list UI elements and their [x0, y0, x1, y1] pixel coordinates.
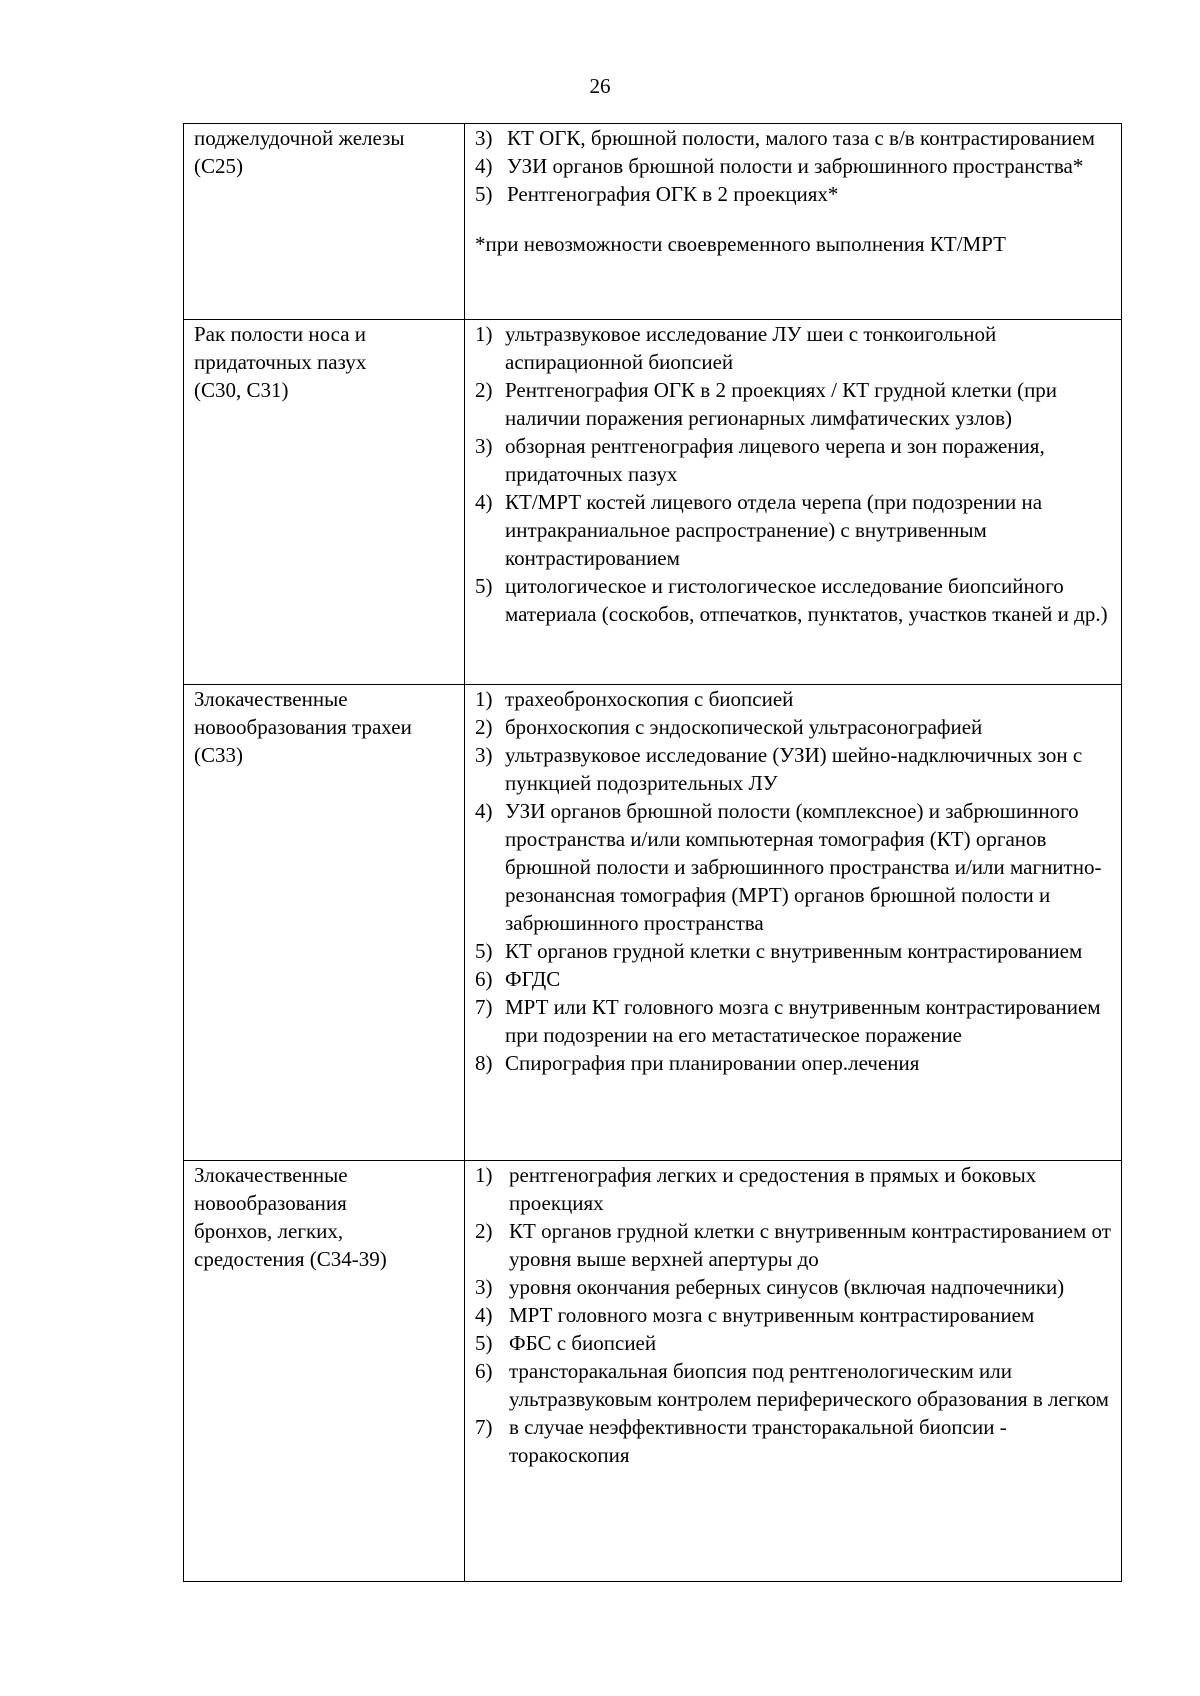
table-row	[184, 320, 1122, 685]
list-item	[475, 572, 1115, 628]
examinations-cell	[465, 1161, 1122, 1582]
item-text: МРТ или КТ головного мозга с внутривенным контрастированием при подозрении на его метастатическое поражение	[505, 995, 1101, 1047]
list-item	[475, 1357, 1115, 1413]
list-item	[475, 797, 1115, 937]
item-text: уровня окончания реберных синусов (включая надпочечники)	[509, 1275, 1065, 1299]
item-number: 3)	[475, 1275, 493, 1299]
examination-list	[475, 124, 1115, 208]
item-number: 1)	[475, 687, 493, 711]
item-number: 4)	[475, 1303, 493, 1327]
item-text: Спирография при планировании опер.лечения	[505, 1051, 920, 1075]
item-number: 1)	[475, 1163, 493, 1187]
examination-list	[475, 685, 1115, 1077]
item-number: 1)	[475, 322, 493, 346]
examinations-cell	[465, 124, 1122, 320]
diagnosis-cell	[184, 320, 465, 685]
list-item	[475, 180, 1115, 208]
list-item	[475, 1329, 1115, 1357]
item-number: 6)	[475, 1359, 493, 1383]
item-text: КТ ОГК, брюшной полости, малого таза с в/в контрастированием	[507, 126, 1095, 150]
list-item	[475, 432, 1115, 488]
item-text: ФГДС	[505, 967, 561, 991]
item-text: рентгенография легких и средостения в прямых и боковых проекциях	[509, 1163, 1037, 1215]
item-text: обзорная рентгенография лицевого черепа и зон поражения, придаточных пазух	[505, 434, 1045, 486]
item-number: 5)	[475, 939, 493, 963]
list-item	[475, 1217, 1115, 1273]
item-text: Рентгенография ОГК в 2 проекциях / КТ грудной клетки (при наличии поражения регионарных лимфатических узлов)	[505, 378, 1058, 430]
diagnosis-cell	[184, 124, 465, 320]
list-item	[475, 1273, 1115, 1301]
item-number: 7)	[475, 1415, 493, 1439]
examination-list	[475, 320, 1115, 628]
list-item	[475, 488, 1115, 572]
diagnosis-text: Злокачественные новообразования бронхов, легких, средостения (С34-39)	[194, 1163, 387, 1271]
examinations-cell	[465, 320, 1122, 685]
diagnosis-text: Злокачественные новообразования трахеи (С33)	[194, 687, 412, 767]
item-number: 2)	[475, 378, 493, 402]
item-text: УЗИ органов брюшной полости и забрюшинного пространства*	[507, 154, 1084, 178]
list-item	[475, 1161, 1115, 1217]
list-item	[475, 320, 1115, 376]
item-text: МРТ головного мозга с внутривенным контрастированием	[509, 1303, 1035, 1327]
item-text: ФБС с биопсией	[509, 1331, 657, 1355]
list-item	[475, 376, 1115, 432]
item-text: бронхоскопия с эндоскопической ультрасонографией	[505, 715, 983, 739]
list-item	[475, 965, 1115, 993]
table-row	[184, 124, 1122, 320]
list-item	[475, 685, 1115, 713]
list-item	[475, 937, 1115, 965]
diagnosis-text: Рак полости носа и придаточных пазух (С30, С31)	[194, 322, 367, 402]
item-number: 2)	[475, 715, 493, 739]
item-text: в случае неэффективности трансторакальной биопсии - торакоскопия	[509, 1415, 1007, 1467]
list-item	[475, 1049, 1115, 1077]
item-number: 8)	[475, 1051, 493, 1075]
item-number: 4)	[475, 799, 493, 823]
item-text: ультразвуковое исследование ЛУ шеи с тонкоигольной аспирационной биопсией	[505, 322, 997, 374]
diagnosis-cell	[184, 1161, 465, 1582]
item-text: КТ/МРТ костей лицевого отдела черепа (при подозрении на интракраниальное распространение) с внутривенным контрастированием	[505, 490, 1043, 570]
item-text: ультразвуковое исследование (УЗИ) шейно-надключичных зон с пункцией подозрительных ЛУ	[505, 743, 1083, 795]
item-number: 5)	[475, 574, 493, 598]
item-text: УЗИ органов брюшной полости (комплексное) и забрюшинного пространства и/или компьютерная томография (КТ) органов брюшной полости и забрюшинного пространства и/или магнитно-резонансная томография (МРТ) органов брюшной полости и забрюшинного пространства	[505, 799, 1102, 935]
list-item	[475, 741, 1115, 797]
examination-list	[475, 1161, 1115, 1469]
list-item	[475, 993, 1115, 1049]
item-number: 4)	[475, 154, 493, 178]
list-item	[475, 124, 1115, 152]
item-text: трахеобронхоскопия с биопсией	[505, 687, 794, 711]
footnote: *при невозможности своевременного выполнения КТ/МРТ	[475, 232, 1006, 256]
item-number: 7)	[475, 995, 493, 1019]
item-number: 2)	[475, 1219, 493, 1243]
table-row	[184, 685, 1122, 1161]
item-text: цитологическое и гистологическое исследование биопсийного материала (соскобов, отпечатков, пунктатов, участков тканей и др.)	[505, 574, 1108, 626]
item-text: трансторакальная биопсия под рентгенологическим или ультразвуковым контролем периферического образования в легком	[509, 1359, 1109, 1411]
list-item	[475, 1301, 1115, 1329]
item-number: 5)	[475, 1331, 493, 1355]
diagnosis-cell	[184, 685, 465, 1161]
item-text: Рентгенография ОГК в 2 проекциях*	[507, 182, 839, 206]
item-number: 6)	[475, 967, 493, 991]
item-text: КТ органов грудной клетки с внутривенным контрастированием	[505, 939, 1083, 963]
item-number: 5)	[475, 182, 493, 206]
item-text: КТ органов грудной клетки с внутривенным контрастированием от уровня выше верхней апертуры до	[509, 1219, 1111, 1271]
item-number: 3)	[475, 434, 493, 458]
table-row	[184, 1161, 1122, 1582]
diagnosis-text: поджелудочной железы (С25)	[194, 126, 405, 178]
examinations-cell	[465, 685, 1122, 1161]
page-number: 26	[589, 74, 611, 98]
list-item	[475, 713, 1115, 741]
list-item	[475, 1413, 1115, 1469]
item-number: 3)	[475, 743, 493, 767]
examination-table	[183, 123, 1122, 1582]
list-item	[475, 152, 1115, 180]
item-number: 4)	[475, 490, 493, 514]
item-number: 3)	[475, 126, 493, 150]
